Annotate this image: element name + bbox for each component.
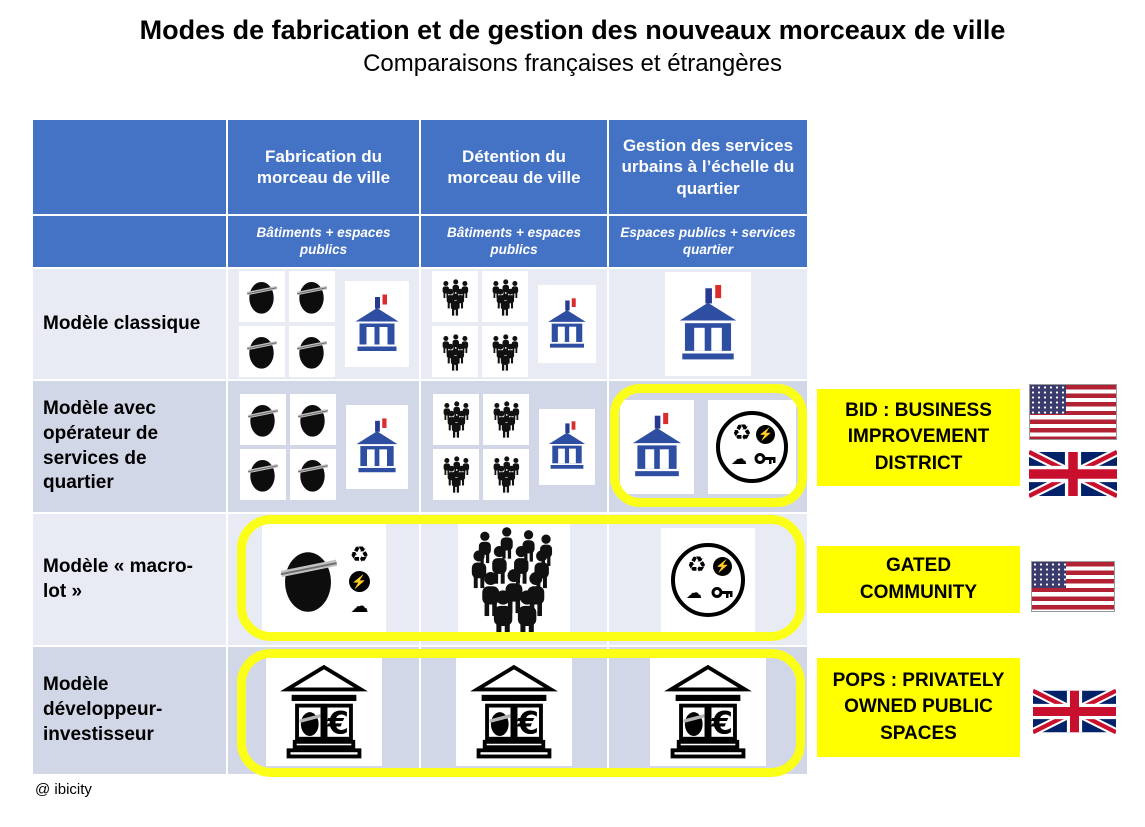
public-building-card (539, 409, 595, 485)
builder-head-tile (290, 449, 336, 500)
cell-classique-fabrication (228, 269, 419, 379)
cell-classique-detention (421, 269, 607, 379)
public-building-fr-icon (352, 293, 402, 356)
subheader-gestion: Espaces publics + services quartier (609, 216, 807, 267)
residents-group-tile (483, 449, 529, 500)
cell-developpeur-detention (421, 647, 607, 774)
residents-group-icon (486, 332, 524, 372)
services-mini-icons (349, 544, 370, 615)
residents-group-tile (432, 271, 478, 322)
page-title: Modes de fabrication et de gestion des nouveaux morceaux de ville (139, 15, 1006, 45)
callout-pops-label: POPS : PRIVATELY OWNED PUBLIC SPACES (832, 669, 1005, 744)
row-label-classique: Modèle classique (33, 269, 226, 379)
cleaning-icon: ☁ (731, 450, 747, 468)
residents-group-tile (432, 326, 478, 377)
residents-crowd-icon (463, 525, 565, 635)
builder-head-tile (239, 271, 285, 322)
public-building-card (538, 285, 596, 363)
us-flag-icon (1031, 561, 1115, 612)
builder-head-icon (296, 399, 329, 440)
residents-group-icon (437, 399, 475, 439)
public-building-fr-icon (629, 411, 685, 482)
credit-ibicity: @ ibicity (35, 781, 92, 798)
key-icon (754, 452, 778, 465)
cleaning-icon: ☁ (686, 584, 702, 602)
builder-head-tile (290, 394, 336, 445)
recycle-icon: ♻ (687, 551, 707, 577)
bank-investor-euro-icon (467, 663, 561, 759)
builder-head-icon (245, 276, 278, 317)
callout-gated-community (817, 546, 1020, 613)
public-building-card (620, 400, 694, 494)
subheader-fabrication: Bâtiments + espaces publics (228, 216, 419, 267)
builder-head-tile (289, 326, 335, 377)
residents-group-tile (483, 394, 529, 445)
cell-macrolot-gestion (609, 514, 807, 645)
energy-icon: ⚡ (349, 571, 370, 592)
services-circle-icon (716, 411, 788, 483)
public-building-card (665, 272, 751, 376)
builder-head-tile (239, 326, 285, 377)
public-building-card (346, 405, 408, 489)
uk-flag-icon (1029, 446, 1117, 502)
builder-heads-grid (240, 394, 336, 500)
residents-group-icon (486, 277, 524, 317)
cell-operateur-fabrication (228, 381, 419, 512)
page-subtitle: Comparaisons françaises et étrangères (363, 50, 782, 78)
builder-head-icon (295, 276, 328, 317)
public-building-fr-icon (546, 420, 588, 473)
residents-groups-grid (433, 394, 529, 500)
builder-head-tile (240, 394, 286, 445)
residents-group-tile (482, 326, 528, 377)
residents-group-icon (436, 277, 474, 317)
builder-head-tile (289, 271, 335, 322)
public-building-card (345, 281, 409, 367)
residents-groups-grid (432, 271, 528, 377)
us-flag-icon (1029, 384, 1117, 440)
cell-operateur-detention (421, 381, 607, 512)
callout-bid (817, 389, 1020, 486)
public-building-fr-icon (353, 417, 401, 477)
comparison-table (33, 120, 807, 774)
subheader-corner-cell (33, 216, 226, 267)
builder-head-icon (277, 541, 339, 618)
cell-classique-gestion (609, 269, 807, 379)
bank-card (266, 656, 382, 766)
cell-macrolot-detention (421, 514, 607, 645)
callout-pops (817, 658, 1020, 757)
callout-gated-label: GATED COMMUNITY (859, 554, 978, 603)
bank-card (456, 656, 572, 766)
header-detention: Détention du morceau de ville (421, 120, 607, 214)
header-fabrication: Fabrication du morceau de ville (228, 120, 419, 214)
header-corner-cell (33, 120, 226, 214)
builder-head-icon (246, 399, 279, 440)
header-gestion: Gestion des services urbains à l’échelle du quartier (609, 120, 807, 214)
uk-flag-icon (1033, 684, 1116, 739)
cleaning-icon: ☁ (350, 596, 369, 616)
recycle-icon: ♻ (732, 419, 752, 445)
recycle-icon: ♻ (349, 542, 370, 567)
residents-group-icon (487, 399, 525, 439)
builder-head-icon (296, 454, 329, 495)
services-card (661, 528, 755, 632)
row-label-developpeur: Modèle développeur-investisseur (33, 647, 226, 774)
energy-icon: ⚡ (713, 557, 732, 576)
subheader-detention: Bâtiments + espaces publics (421, 216, 607, 267)
builder-head-icon (246, 454, 279, 495)
row-label-operateur: Modèle avec opérateur de services de quartier (33, 381, 226, 512)
callout-bid-label: BID : BUSINESS IMPROVEMENT DISTRICT (845, 399, 992, 474)
residents-group-tile (482, 271, 528, 322)
residents-group-icon (437, 454, 475, 494)
services-circle-icon (671, 543, 745, 617)
cell-developpeur-gestion (609, 647, 807, 774)
residents-group-tile (433, 394, 479, 445)
cell-operateur-gestion (609, 381, 807, 512)
builder-heads-grid (239, 271, 335, 377)
builder-head-tile (240, 449, 286, 500)
services-card (708, 400, 796, 494)
energy-icon: ⚡ (756, 425, 775, 444)
cell-developpeur-fabrication (228, 647, 419, 774)
row-label-macrolot: Modèle « macro-lot » (33, 514, 226, 645)
residents-group-tile (433, 449, 479, 500)
bank-investor-euro-icon (277, 663, 371, 759)
residents-crowd-card (458, 521, 570, 639)
title-block (0, 14, 1145, 78)
bank-card (650, 656, 766, 766)
residents-group-icon (436, 332, 474, 372)
bank-investor-euro-icon (661, 663, 755, 759)
public-building-fr-icon (545, 297, 589, 352)
builder-head-icon (295, 331, 328, 372)
builder-head-icon (245, 331, 278, 372)
public-building-fr-icon (675, 283, 741, 366)
cell-macrolot-fabrication (228, 514, 419, 645)
residents-group-icon (487, 454, 525, 494)
macrolot-operator-card (262, 521, 386, 639)
key-icon (711, 586, 735, 599)
